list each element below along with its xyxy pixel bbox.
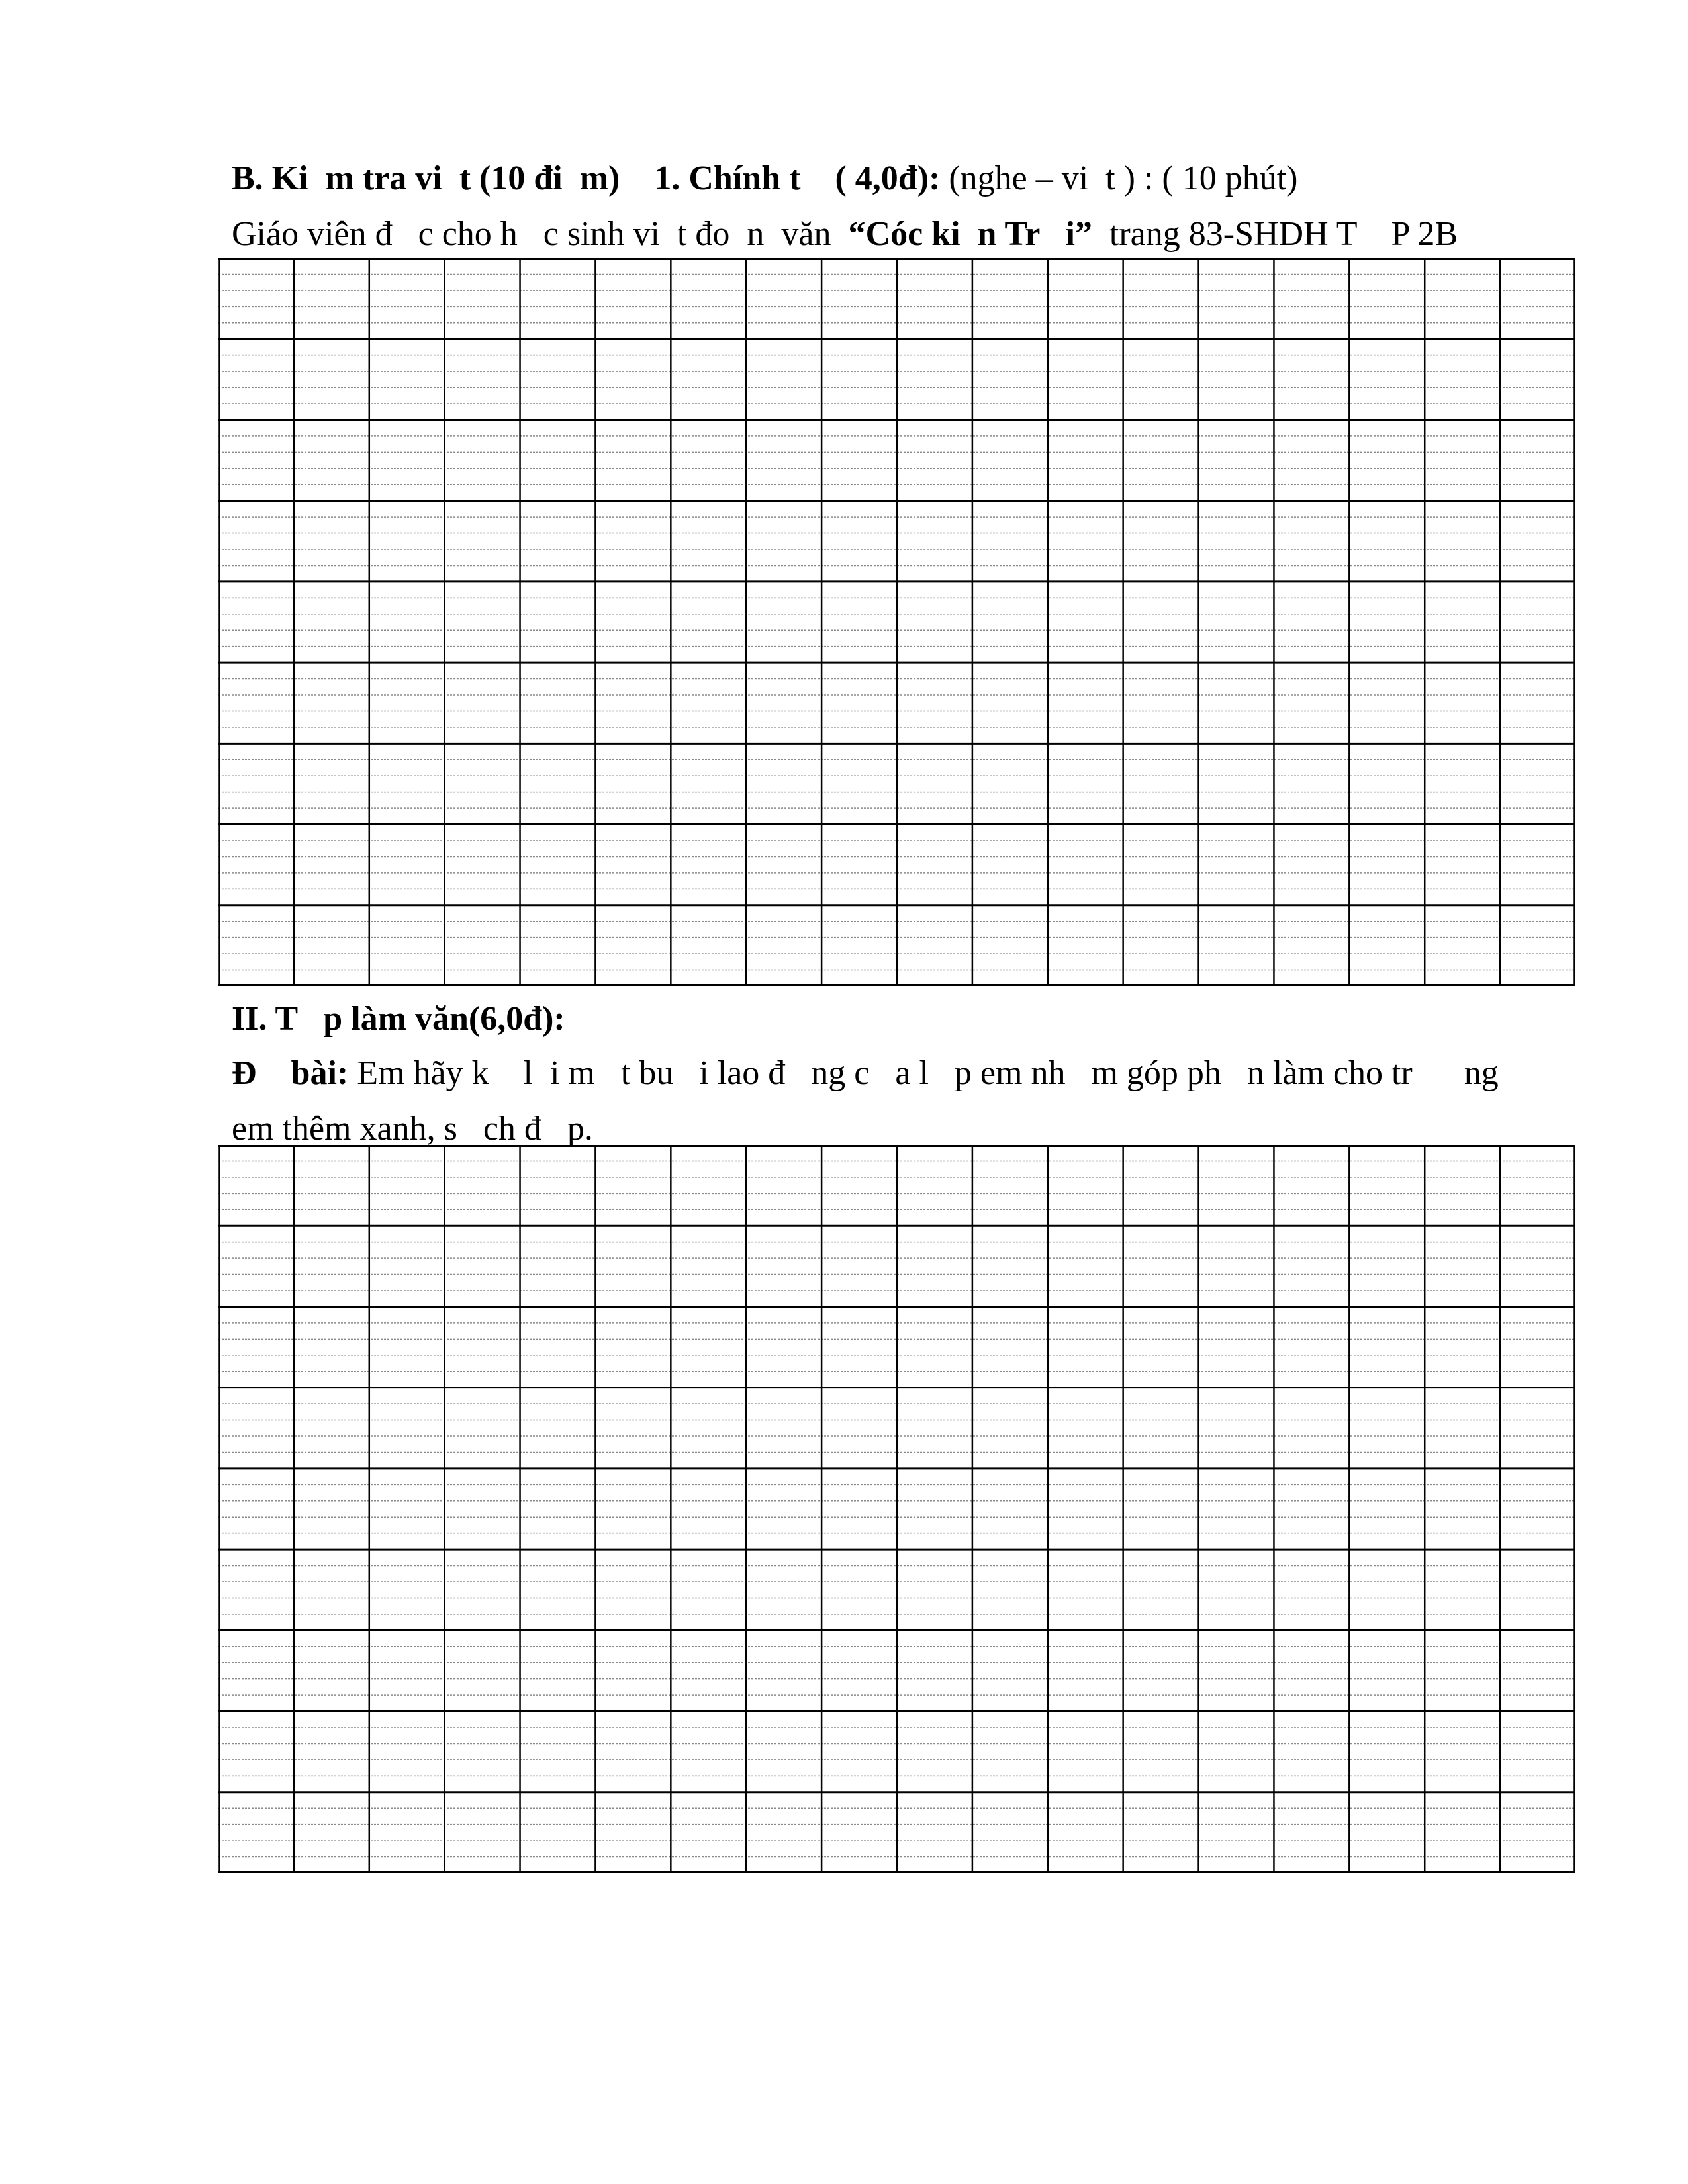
- essay-prompt-line-2: [232, 1109, 593, 1149]
- instruction-suffix: trang 83-SHDH T P 2B: [1092, 215, 1458, 253]
- section-b-header-line: [232, 159, 1297, 199]
- grid-canvas: [218, 258, 1575, 986]
- section-ii-heading: [232, 999, 565, 1039]
- prompt-text-1: Em hãy k l i m t bu i lao đ ng c a l p em nh m góp ph n làm cho tr ng: [348, 1054, 1499, 1092]
- prompt-text-2: em thêm xanh, s ch đ p.: [232, 1110, 593, 1148]
- grid-canvas: [218, 1145, 1575, 1873]
- dictation-item-detail: (nghe – vi t ) : ( 10 phút): [940, 159, 1298, 197]
- dictation-instruction-line: [232, 214, 1458, 254]
- essay-prompt-line-1: [232, 1054, 1499, 1093]
- essay-writing-grid[interactable]: [218, 1145, 1575, 1873]
- instruction-prefix: Giáo viên đ c cho h c sinh vi t đo n văn: [232, 215, 849, 253]
- section-b-heading: B. Ki m tra vi t (10 đi m): [232, 159, 620, 197]
- passage-title: “Cóc ki n Tr i”: [848, 215, 1092, 253]
- dictation-item-label: 1. Chính t ( 4,0đ):: [654, 159, 941, 197]
- prompt-label: Đ bài:: [232, 1054, 349, 1092]
- dictation-writing-grid[interactable]: [218, 258, 1575, 986]
- section-ii-heading-text: II. T p làm văn(6,0đ):: [232, 1000, 565, 1038]
